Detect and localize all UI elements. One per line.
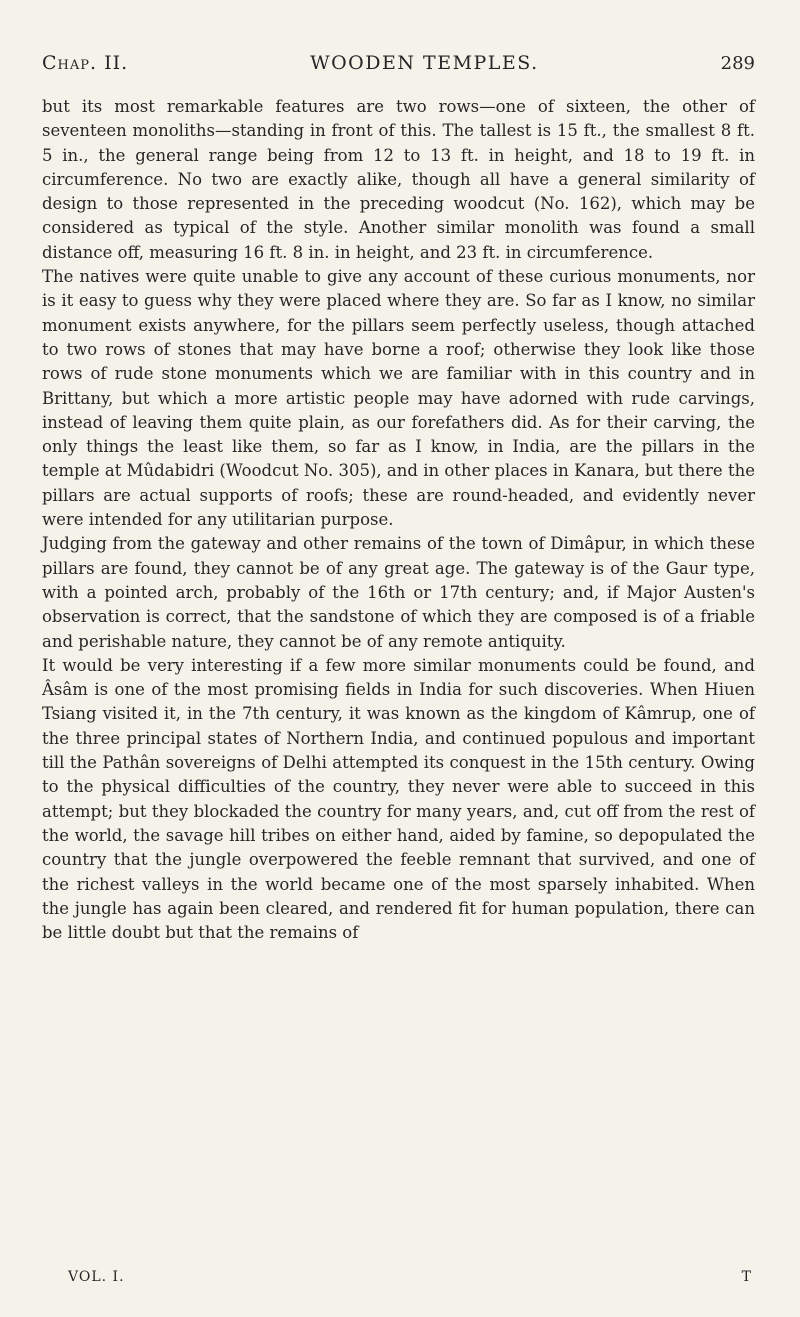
signature-mark: T (741, 1269, 752, 1285)
page-number: 289 (720, 53, 755, 74)
book-page (42, 52, 755, 945)
paragraph-1: but its most remarkable features are two rows—one of sixteen, the other of seventeen monoliths—standing in front of this. The tallest is 15 ft., the smallest 8 ft. 5 in., the general range being from 12 to 13 ft. in height, and 18 to 19 ft. in circumference. No two are exactly alike, though all have a general similarity of design to those represented in the preceding woodcut (No. 162), which may be considered as typical of the style. Another similar monolith was found a small distance off, measuring 16 ft. 8 in. in height, and 23 ft. in circumference. (42, 97, 755, 262)
volume-label: VOL. I. (68, 1269, 125, 1285)
page-footer (68, 1269, 752, 1285)
page-title: WOODEN TEMPLES. (310, 52, 539, 74)
body-text (42, 95, 755, 945)
paragraph-4: It would be very interesting if a few more similar monuments could be found, and Âsâm is one of the most promising fields in India for such discoveries. When Hiuen Tsiang visited it, in the 7th century, it was known as the kingdom of Kâmrup, one of the three principal states of Northern India, and continued populous and important till the Pathân sovereigns of Delhi attempted its conquest in the 15th century. Owing to the physical difficulties of the country, they never were able to succeed in this attempt; but they blockaded the country for many years, and, cut off from the rest of the world, the savage hill tribes on either hand, aided by famine, so depopulated the country that the jungle overpowered the feeble remnant that survived, and one of the richest valleys in the world became one of the most sparsely inhabited. When the jungle has again been cleared, and rendered fit for human population, there can be little doubt but that the remains of (42, 655, 755, 943)
running-head (42, 52, 755, 82)
paragraph-2: The natives were quite unable to give any account of these curious monuments, nor is it easy to guess why they were placed where they are. So far as I know, no similar monument exists anywhere, for the pillars seem perfectly useless, though attached to two rows of stones that may have borne a roof; otherwise they look like those rows of rude stone monuments which we are familiar with in this country and in Brittany, but which a more artistic people may have adorned with rude carvings, instead of leaving them quite plain, as our forefathers did. As for their carving, the only things the least like them, so far as I know, in India, are the pillars in the temple at Mûdabidri (Woodcut No. 305), and in other places in Kanara, but there the pillars are actual supports of roofs; these are round-headed, and evidently never were intended for any utilitarian purpose. (42, 267, 755, 530)
chapter-label: Chap. II. (42, 52, 129, 74)
paragraph-3: Judging from the gateway and other remains of the town of Dimâpur, in which these pillars are found, they cannot be of any great age. The gateway is of the Gaur type, with a pointed arch, probably of the 16th or 17th century; and, if Major Austen's observation is correct, that the sandstone of which they are composed is of a friable and perishable nature, they cannot be of any remote antiquity. (42, 534, 755, 651)
